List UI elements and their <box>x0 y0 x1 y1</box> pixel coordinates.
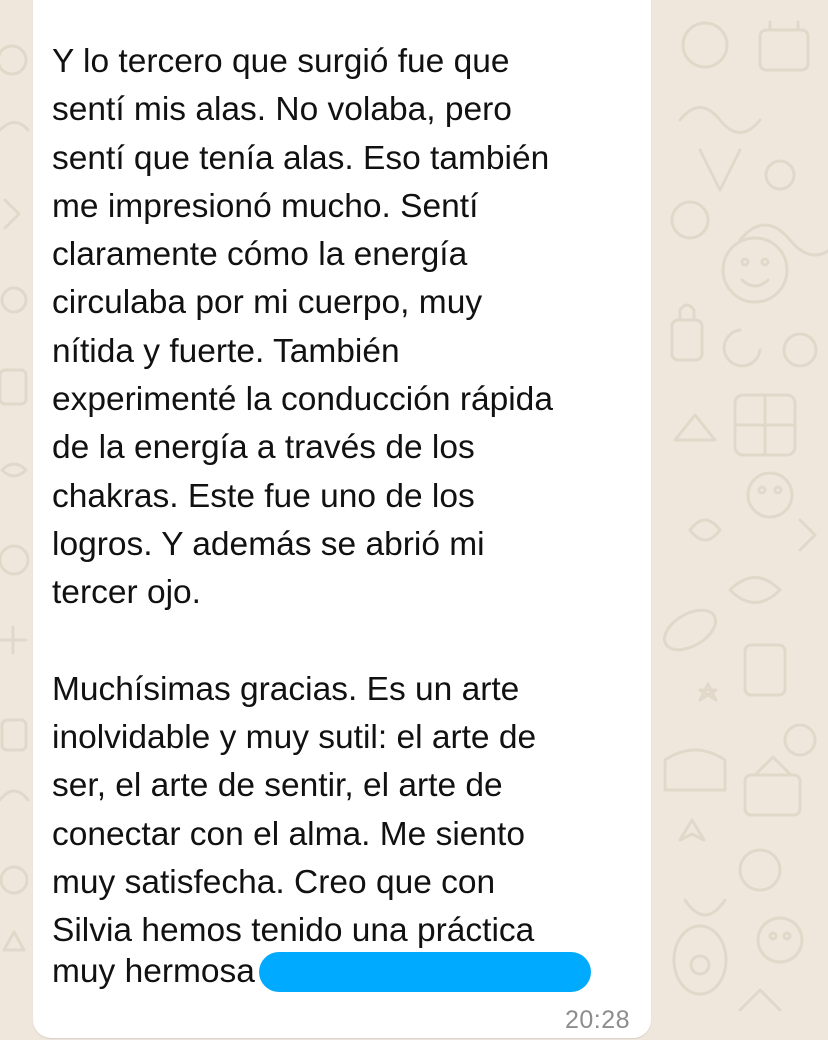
redaction-mark <box>259 952 591 992</box>
message-last-line-text: muy hermosa <box>52 952 255 990</box>
message-last-line <box>52 948 591 996</box>
message-timestamp: 20:28 <box>564 1006 630 1034</box>
message-text: Y lo tercero que surgió fue que sentí mis alas. No volaba, pero sentí que tenía alas. Eso también me impresionó mucho. Sentí claramente cómo la energía circulaba por mi cuerpo, muy nítida y fuerte. También experimenté la conducción rápida de la energía a través de los chakras. Este fue uno de los logros. Y además se abrió mi tercer ojo. Muchísimas gracias. Es un arte inolvidable y muy sutil: el arte de ser, el arte de sentir, el arte de conectar con el alma. Me siento muy satisfecha. Creo que con Silvia hemos tenido una práctica <box>52 43 553 950</box>
